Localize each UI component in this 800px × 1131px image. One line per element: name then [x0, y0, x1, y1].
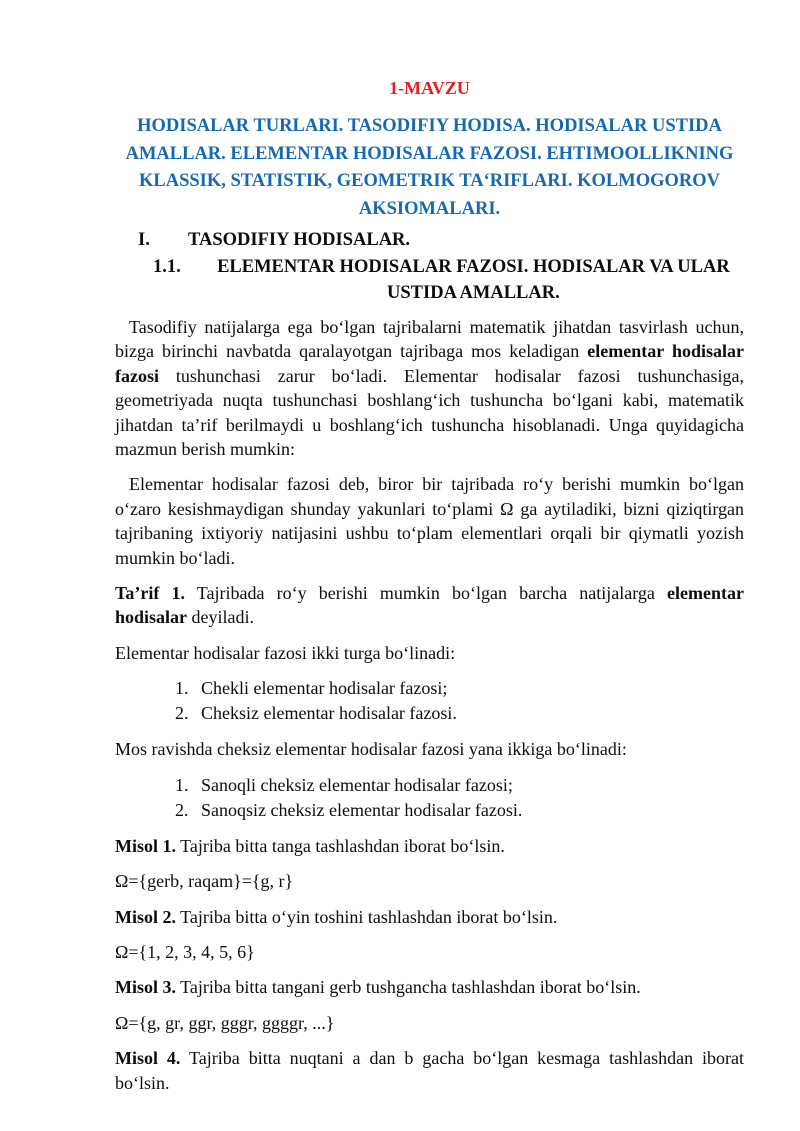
- text-run: tushunchasi zarur bo‘ladi. Elementar hodisalar fazosi tushunchasiga, geometriyada nuqta tushunchasi boshlang‘ich tushuncha bo‘lgani kabi, matematik jihatdan ta’rif berilmaydi u boshlang‘ich tushuncha hisoblanadi. Unga quyidagicha mazmun berish mumkin:: [115, 365, 744, 460]
- list-item-number: 2.: [175, 799, 189, 820]
- list-item-text: Sanoqli cheksiz elementar hodisalar fazosi;: [201, 774, 513, 795]
- list-item-number: 1.: [175, 678, 189, 699]
- text-run-bold: elementar hodisalar: [115, 583, 744, 628]
- paragraph-example-3: [115, 975, 744, 999]
- list-infinite-types: [115, 773, 744, 823]
- list-item: [115, 701, 744, 726]
- list-item-text: Sanoqsiz cheksiz elementar hodisalar fazosi.: [201, 799, 523, 820]
- text-run: Tajriba bitta nuqtani a dan b gacha bo‘lgan kesmaga tashlashdan iborat bo‘lsin.: [115, 1048, 744, 1093]
- list-item-text: Cheksiz elementar hodisalar fazosi.: [201, 703, 457, 724]
- subsection-heading: [115, 255, 744, 306]
- paragraph-two-types: Elementar hodisalar fazosi ikki turga bo‘linadi:: [115, 642, 456, 663]
- paragraph-mos-ravishda: Mos ravishda cheksiz elementar hodisalar fazosi yana ikkiga bo‘linadi:: [115, 739, 627, 760]
- text-run: Tajriba bitta tanga tashlashdan iborat bo‘lsin.: [176, 835, 505, 856]
- example-label: Misol 1.: [115, 835, 176, 856]
- list-item-text: Chekli elementar hodisalar fazosi;: [201, 678, 448, 699]
- list-item-number: 2.: [175, 703, 189, 724]
- paragraph-intro: [115, 315, 744, 461]
- text-run: Tajriba bitta tangani gerb tushgancha tashlashdan iborat bo‘lsin.: [176, 977, 641, 998]
- list-space-types: [115, 676, 744, 726]
- formula-example-1: Ω={gerb, raqam}={g, r}: [115, 871, 294, 892]
- text-run: Tajribada ro‘y berishi mumkin bo‘lgan barcha natijalarga: [184, 583, 668, 604]
- section-title: TASODIFIY HODISALAR.: [188, 230, 411, 250]
- paragraph-example-4: [115, 1046, 744, 1095]
- paragraph-example-2: [115, 905, 744, 929]
- text-run-bold: elementar hodisalar fazosi: [115, 341, 744, 386]
- main-heading: HODISALAR TURLARI. TASODIFIY HODISA. HODISALAR USTIDA AMALLAR. ELEMENTAR HODISALAR FAZOSI. EHTIMOOLLIKNING KLASSIK, STATISTIK, GEOMETRIK TA‘RIFLARI. KOLMOGOROV AKSIOMALARI.: [125, 116, 734, 219]
- section-number: I.: [138, 230, 150, 250]
- paragraph-space-definition: Elementar hodisalar fazosi deb, biror bir tajribada ro‘y berishi mumkin bo‘lgan o‘zaro kesishmaydigan shunday yakunlari to‘plami Ω ga aytiladiki, bizni qiziqtirgan tajribaning ixtiyoriy natijasini ushbu to‘plam elementlari orqali bir qiymatli yozish mumkin bo‘ladi.: [115, 474, 744, 568]
- section-heading: [115, 228, 744, 253]
- example-label: Misol 2.: [115, 906, 176, 927]
- text-run: Tajriba bitta o‘yin toshini tashlashdan iborat bo‘lsin.: [176, 906, 558, 927]
- formula-example-2: Ω={1, 2, 3, 4, 5, 6}: [115, 941, 255, 962]
- example-label: Misol 3.: [115, 977, 176, 998]
- definition-label: Ta’rif 1.: [115, 583, 185, 604]
- text-run: deyiladi.: [187, 607, 255, 628]
- example-label: Misol 4.: [115, 1048, 181, 1069]
- paragraph-example-1: [115, 834, 744, 858]
- document-title: 1-MAVZU: [389, 78, 470, 98]
- list-item: [115, 676, 744, 701]
- list-item-number: 1.: [175, 774, 189, 795]
- text-run: Tasodifiy natijalarga ega bo‘lgan tajribalarni matematik jihatdan tasvirlash uchun, bizga birinchi navbatda qaralayotgan tajribaga mos keladigan: [115, 317, 744, 362]
- subsection-title: ELEMENTAR HODISALAR FAZOSI. HODISALAR VA ULAR USTIDA AMALLAR.: [217, 257, 730, 303]
- paragraph-definition-1: [115, 581, 744, 630]
- subsection-number: 1.1.: [153, 257, 181, 277]
- list-item: [115, 773, 744, 798]
- formula-example-3: Ω={g, gr, ggr, gggr, ggggr, ...}: [115, 1012, 335, 1033]
- list-item: [115, 798, 744, 823]
